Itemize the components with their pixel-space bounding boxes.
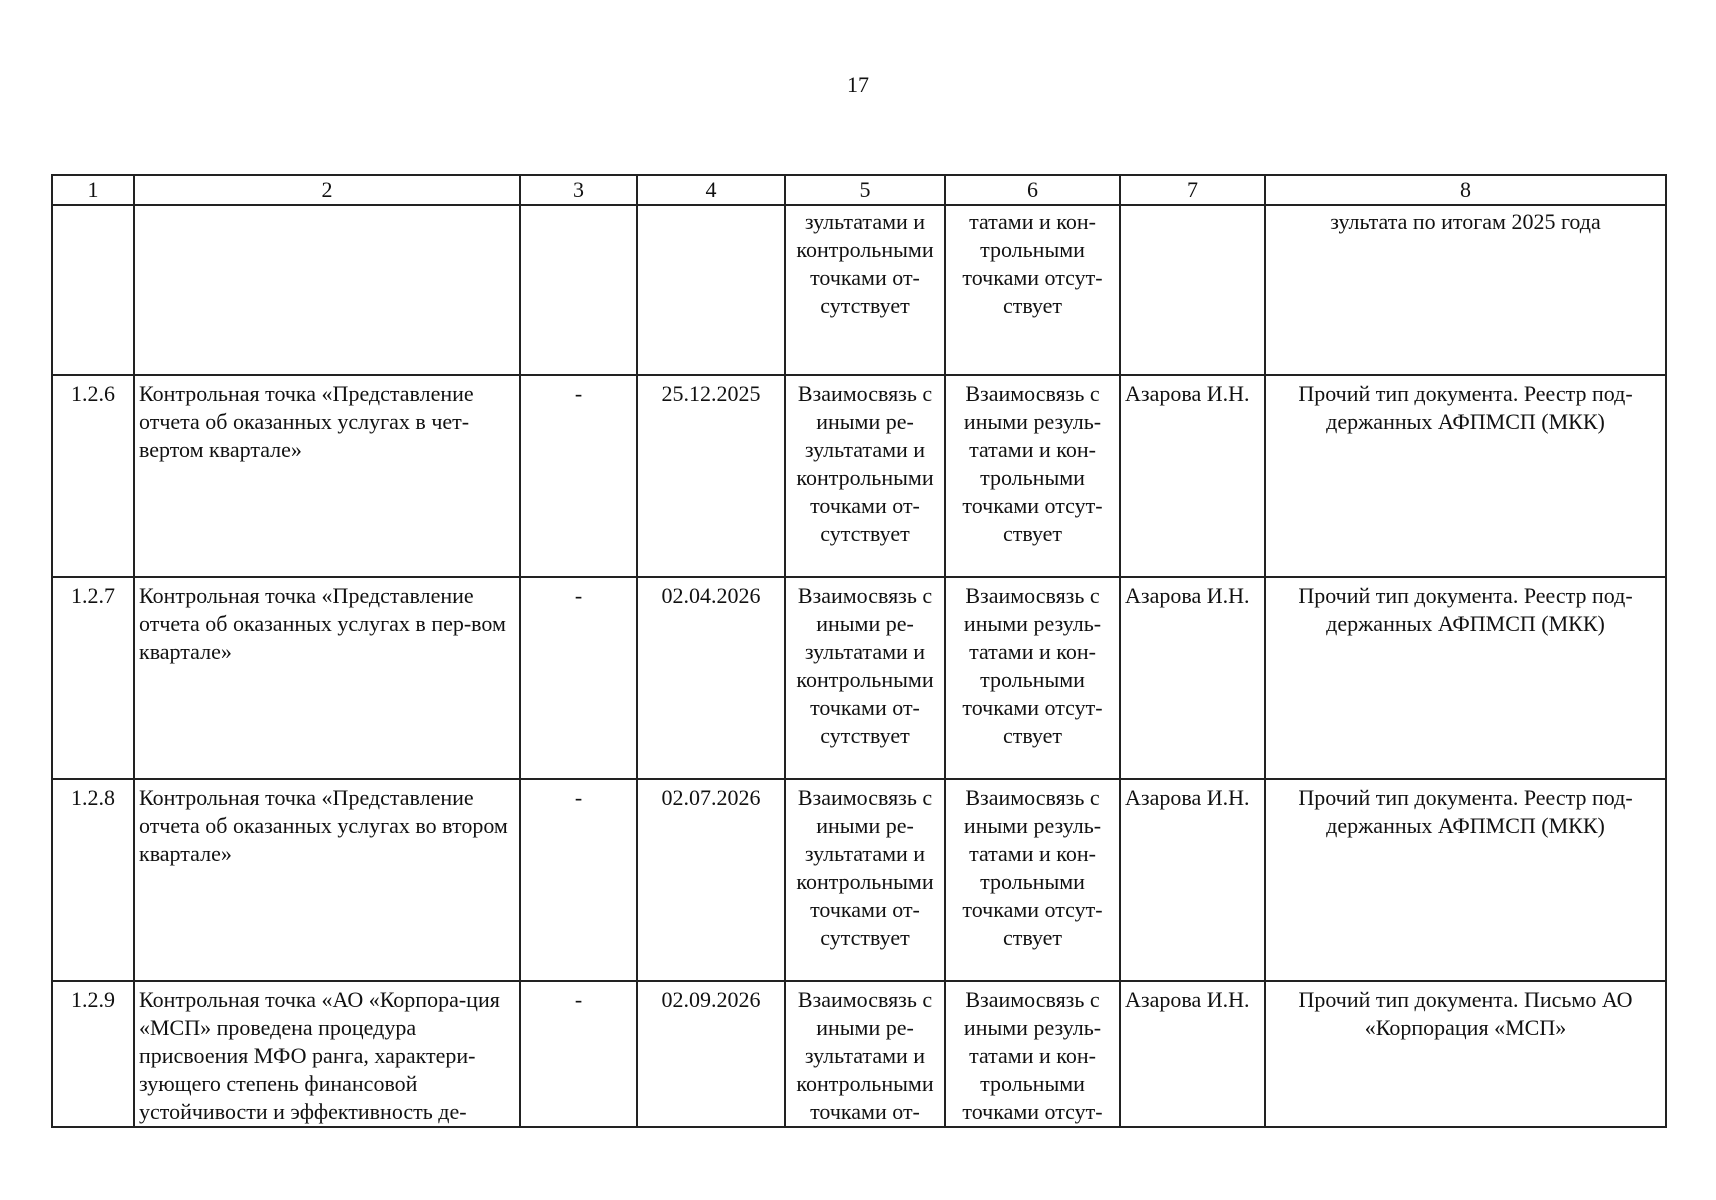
cell-document: зультата по итогам 2025 года (1265, 205, 1666, 375)
cell-empty (1120, 205, 1265, 375)
column-header: 4 (637, 175, 785, 205)
table-row (52, 981, 1666, 1127)
cell-number: 1.2.9 (52, 981, 134, 1127)
cell-document: Прочий тип документа. Реестр под-держанных АФПМСП (МКК) (1265, 577, 1666, 779)
cell-responsible: Азарова И.Н. (1120, 779, 1265, 981)
column-header: 3 (520, 175, 637, 205)
cell-relation-points: Взаимосвязь с иными резуль-татами и кон-трольными точками отсут-ствует (945, 577, 1120, 779)
cell-empty (637, 205, 785, 375)
control-points-table (51, 174, 1667, 1128)
cell-relation-results: зультатами и контрольными точками от-сутствует (785, 205, 945, 375)
cell-dash: - (520, 779, 637, 981)
column-header: 8 (1265, 175, 1666, 205)
cell-date: 02.07.2026 (637, 779, 785, 981)
cell-empty (134, 205, 520, 375)
cell-number: 1.2.6 (52, 375, 134, 577)
cell-document: Прочий тип документа. Реестр под-держанных АФПМСП (МКК) (1265, 779, 1666, 981)
page-number: 17 (847, 72, 869, 97)
column-header: 2 (134, 175, 520, 205)
cell-title: Контрольная точка «Представление отчета об оказанных услугах в пер-вом квартале» (134, 577, 520, 779)
cell-dash: - (520, 375, 637, 577)
cell-relation-results: Взаимосвязь с иными ре-зультатами и контрольными точками от-сутствует (785, 779, 945, 981)
cell-date: 25.12.2025 (637, 375, 785, 577)
cell-relation-points: Взаимосвязь с иными резуль-татами и кон-трольными точками отсут- (945, 981, 1120, 1127)
table-row (52, 779, 1666, 981)
column-header: 5 (785, 175, 945, 205)
cell-relation-results: Взаимосвязь с иными ре-зультатами и контрольными точками от-сутствует (785, 577, 945, 779)
cell-relation-points: Взаимосвязь с иными резуль-татами и кон-трольными точками отсут-ствует (945, 779, 1120, 981)
cell-dash: - (520, 577, 637, 779)
cell-title: Контрольная точка «Представление отчета об оказанных услугах в чет-вертом квартале» (134, 375, 520, 577)
cell-relation-points: Взаимосвязь с иными резуль-татами и кон-трольными точками отсут-ствует (945, 375, 1120, 577)
cell-number: 1.2.7 (52, 577, 134, 779)
cell-responsible: Азарова И.Н. (1120, 577, 1265, 779)
cell-date: 02.09.2026 (637, 981, 785, 1127)
cell-title: Контрольная точка «АО «Корпора-ция «МСП» проведена процедура присвоения МФО ранга, характери-зующего степень финансовой устойчивости и эффективность де- (134, 981, 520, 1127)
cell-empty (52, 205, 134, 375)
cell-responsible: Азарова И.Н. (1120, 981, 1265, 1127)
table-row-continuation (52, 205, 1666, 375)
table-header-row (52, 175, 1666, 205)
cell-document: Прочий тип документа. Письмо АО «Корпорация «МСП» (1265, 981, 1666, 1127)
cell-relation-points: татами и кон-трольными точками отсут-ствует (945, 205, 1120, 375)
table-row (52, 375, 1666, 577)
cell-dash: - (520, 981, 637, 1127)
column-header: 6 (945, 175, 1120, 205)
cell-responsible: Азарова И.Н. (1120, 375, 1265, 577)
cell-relation-results: Взаимосвязь с иными ре-зультатами и контрольными точками от-сутствует (785, 375, 945, 577)
cell-title: Контрольная точка «Представление отчета об оказанных услугах во втором квартале» (134, 779, 520, 981)
cell-document: Прочий тип документа. Реестр под-держанных АФПМСП (МКК) (1265, 375, 1666, 577)
cell-relation-results: Взаимосвязь с иными ре-зультатами и контрольными точками от- (785, 981, 945, 1127)
cell-date: 02.04.2026 (637, 577, 785, 779)
column-header: 1 (52, 175, 134, 205)
cell-empty (520, 205, 637, 375)
column-header: 7 (1120, 175, 1265, 205)
cell-number: 1.2.8 (52, 779, 134, 981)
table-row (52, 577, 1666, 779)
